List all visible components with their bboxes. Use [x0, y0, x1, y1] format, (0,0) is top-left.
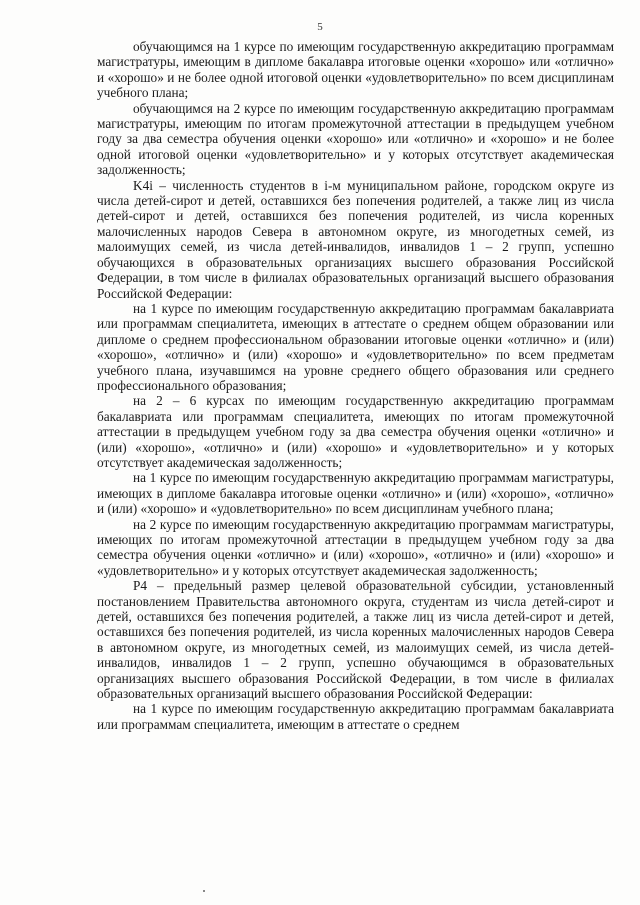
paragraph: на 1 курсе по имеющим государственную аккредитацию программам бакалавриата или программам специалитета, имеющим в аттестате о среднем: [97, 701, 614, 732]
paragraph: на 2 курсе по имеющим государственную аккредитацию программам магистратуры, имеющих по итогам промежуточной аттестации в предыдущем учебном году за два семестра обучения оценки «отлично» и (или) «хорошо», «отлично» и (или) «хорошо» и «удовлетворительно» и у которых отсутствует академическая задолженность;: [97, 516, 614, 578]
paragraph: обучающимся на 2 курсе по имеющим государственную аккредитацию программам магистратуры, имеющим по итогам промежуточной аттестации в предыдущем учебном году за два семестра обучения оценки «хорошо» или «отлично» и «хорошо» и не более одной итоговой оценки «удовлетворительно» и у которых отсутствует академическая задолженность;: [97, 100, 614, 178]
paragraph: на 2 – 6 курсах по имеющим государственную аккредитацию программам бакалавриата или программам специалитета, имеющих по итогам промежуточной аттестации в предыдущем учебном году за два семестра обучения оценки «отлично» и (или) «хорошо», «отлично» и (или) «хорошо» и «удовлетворительно» и у которых отсутствует академическая задолженность;: [97, 393, 614, 470]
scan-speck: [203, 890, 205, 892]
paragraph: P4 – предельный размер целевой образовательной субсидии, установленный постановлением Правительства автономного округа, студентам из числа детей-сирот и детей, оставшихся без попечения родителей, а также лиц из числа детей-сирот и детей, оставшихся без попечения родителей, из числа коренных малочисленных народов Севера в автономном округе, из многодетных семей, из малоимущих семей, из числа детей-инвалидов, инвалидов 1 – 2 групп, успешно обучающимся в образовательных организациях высшего образования Российской Федерации, в том числе в филиалах образовательных организаций высшего образования Российской Федерации:: [97, 578, 614, 702]
paragraph: на 1 курсе по имеющим государственную аккредитацию программам магистратуры, имеющих в дипломе бакалавра итоговые оценки «отлично» и (или) «хорошо», «отлично» и (или) «хорошо» и «удовлетворительно» по всем дисциплинам учебного плана;: [97, 470, 614, 517]
paragraph: на 1 курсе по имеющим государственную аккредитацию программам бакалавриата или программам специалитета, имеющих в аттестате о среднем общем образовании или дипломе о среднем профессиональном образовании итоговые оценки «отлично» и (или) «хорошо», «отлично» и (или) «хорошо» и «удовлетворительно» по всем предметам учебного плана, изучавшимся на уровне среднего общего образования или среднего профессионального образования;: [97, 300, 614, 393]
page-number: 5: [317, 21, 323, 33]
document-body: [97, 39, 614, 732]
paragraph: K4i – численность студентов в i-м муниципальном районе, городском округе из числа детей-сирот и детей, оставшихся без попечения родителей, а также лиц из числа детей-сирот и детей, оставшихся без попечения родителей, из числа коренных малочисленных народов Севера в автономном округе, из многодетных семей, из малоимущих семей, из числа детей-инвалидов, инвалидов 1 – 2 групп, успешно обучающихся в образовательных организациях высшего образования Российской Федерации, в том числе в филиалах образовательных организаций высшего образования Российской Федерации:: [97, 177, 614, 301]
paragraph: обучающимся на 1 курсе по имеющим государственную аккредитацию программам магистратуры, имеющим в дипломе бакалавра итоговые оценки «хорошо» или «отлично» и «хорошо» и не более одной итоговой оценки «удовлетворительно» по всем дисциплинам учебного плана;: [97, 39, 614, 101]
